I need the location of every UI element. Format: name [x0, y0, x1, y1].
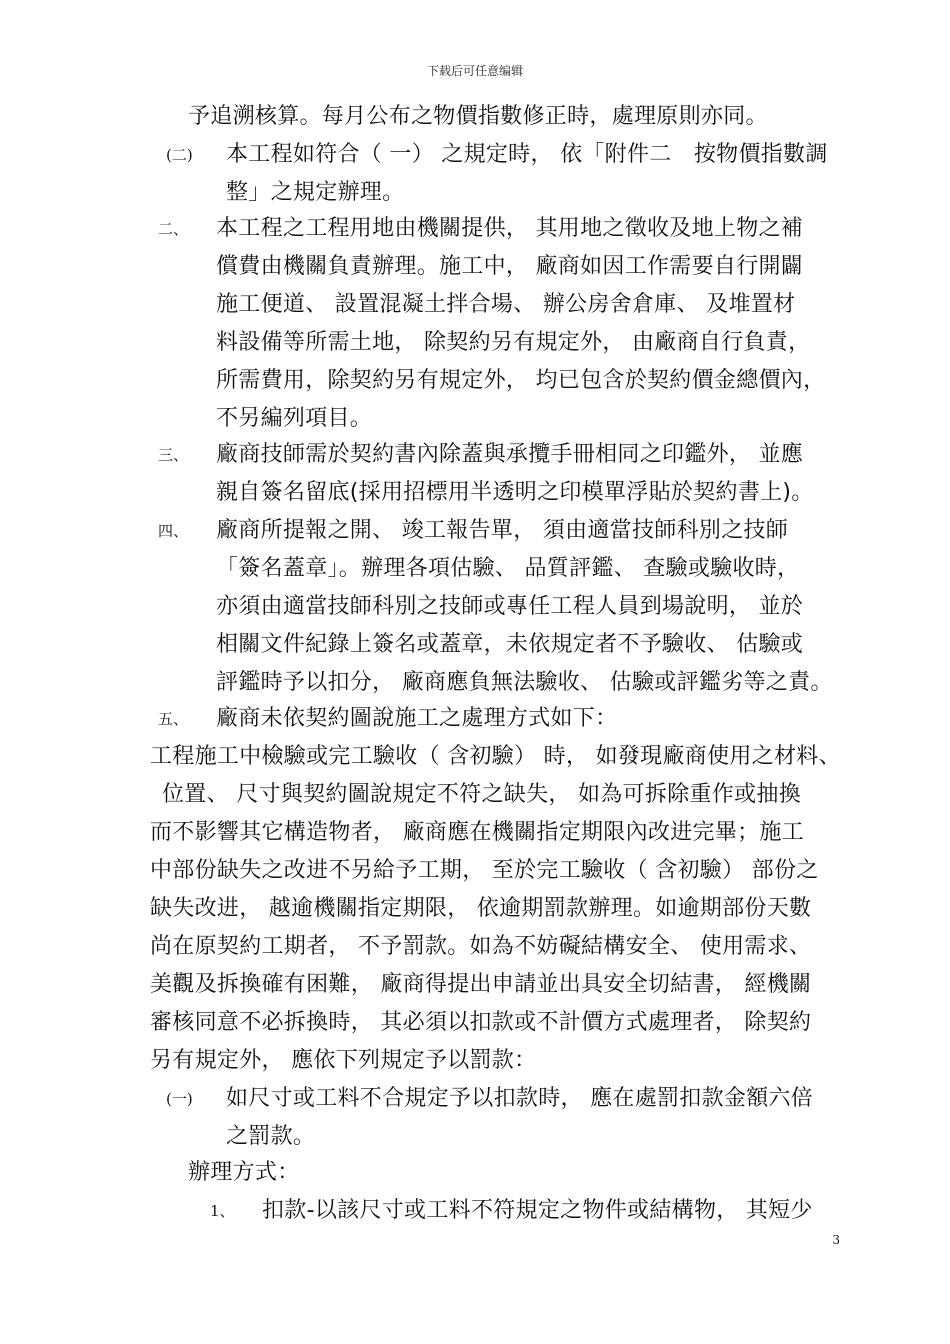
body-line: 親自簽名留底(採用招標用半透明之印模單浮貼於契約書上)。	[216, 480, 814, 505]
body-line: 施工便道、 設置混凝土拌合場、 辦公房舍倉庫、 及堆置材	[216, 292, 796, 317]
body-line: 之罰款。	[226, 1124, 316, 1149]
body-line: 整」之規定辦理。	[226, 180, 405, 205]
body-line: 尚在原契約工期者， 不予罰款。如為不妨礙結構安全、 使用需求、	[150, 934, 812, 959]
body-line: 料設備等所需土地， 除契約另有規定外， 由廠商自行負責，	[216, 330, 811, 355]
body-line: 扣款-以該尺寸或工料不符規定之物件或結構物， 其短少	[262, 1198, 813, 1223]
body-line: 廠商所提報之開、 竣工報告單， 須由適當技師科別之技師	[216, 518, 789, 543]
body-line: 中部份缺失之改进不另給予工期， 至於完工驗收（ 含初驗） 部份之	[150, 858, 819, 883]
body-line: 所需費用，除契約另有規定外， 均已包含於契約價金總價內，	[216, 368, 826, 393]
body-line: 予追溯核算。每月公布之物價指數修正時，處理原則亦同。	[188, 104, 768, 129]
body-line: 如尺寸或工料不合規定予以扣款時， 應在處罰扣款金額六倍	[226, 1086, 814, 1111]
body-line: 本工程如符合（ 一） 之規定時， 依「附件二 按物價指數調	[226, 142, 828, 167]
item-marker: (一)	[166, 1090, 193, 1108]
item-marker: 五、	[158, 710, 189, 728]
body-line: 亦須由適當技師科別之技師或專任工程人員到場說明， 並於	[216, 594, 804, 619]
body-line: 評鑑時予以扣分， 廠商應負無法驗收、 估驗或評鑑劣等之責。	[216, 670, 833, 695]
item-marker: (二)	[166, 146, 193, 164]
body-line: 辦理方式：	[188, 1160, 300, 1185]
item-marker: 三、	[158, 446, 189, 464]
body-line: 位置、 尺寸與契約圖說規定不符之缺失， 如為可拆除重作或抽換	[162, 782, 801, 807]
body-line: 「簽名蓋章」。辦理各項估驗、 品質評鑑、 查驗或驗收時，	[216, 556, 800, 581]
body-line: 廠商技師需於契約書內除蓋與承攬手冊相同之印鑑外， 並應	[216, 442, 804, 467]
item-marker: 1、	[210, 1202, 235, 1220]
body-line: 缺失改进， 越逾機關指定期限， 依逾期罰款辦理。如逾期部份天數	[150, 896, 812, 921]
item-marker: 二、	[158, 220, 189, 238]
page-header: 下载后可任意编辑	[426, 64, 523, 78]
body-line: 而不影響其它構造物者， 廠商應在機關指定期限內改进完畢；施工	[150, 820, 804, 845]
body-line: 審核同意不必拆換時， 其必須以扣款或不計價方式處理者， 除契約	[150, 1010, 812, 1035]
body-line: 美觀及拆換確有困難， 廠商得提出申請並出具安全切結書， 經機關	[150, 972, 812, 997]
body-line: 本工程之工程用地由機關提供， 其用地之徵收及地上物之補	[216, 216, 804, 241]
body-line: 廠商未依契約圖說施工之處理方式如下：	[216, 706, 618, 731]
body-line: 工程施工中檢驗或完工驗收（ 含初驗） 時， 如發現廠商使用之材料、	[150, 744, 841, 769]
body-line: 相關文件紀錄上簽名或蓋章，未依規定者不予驗收、 估驗或	[216, 632, 804, 657]
body-line: 不另編列項目。	[216, 406, 373, 431]
item-marker: 四、	[158, 522, 189, 540]
body-line: 另有規定外， 應依下列規定予以罰款：	[150, 1048, 537, 1073]
body-line: 償費由機關負責辦理。施工中， 廠商如因工作需要自行開闢	[216, 254, 804, 279]
page-number: 3	[832, 1233, 840, 1247]
